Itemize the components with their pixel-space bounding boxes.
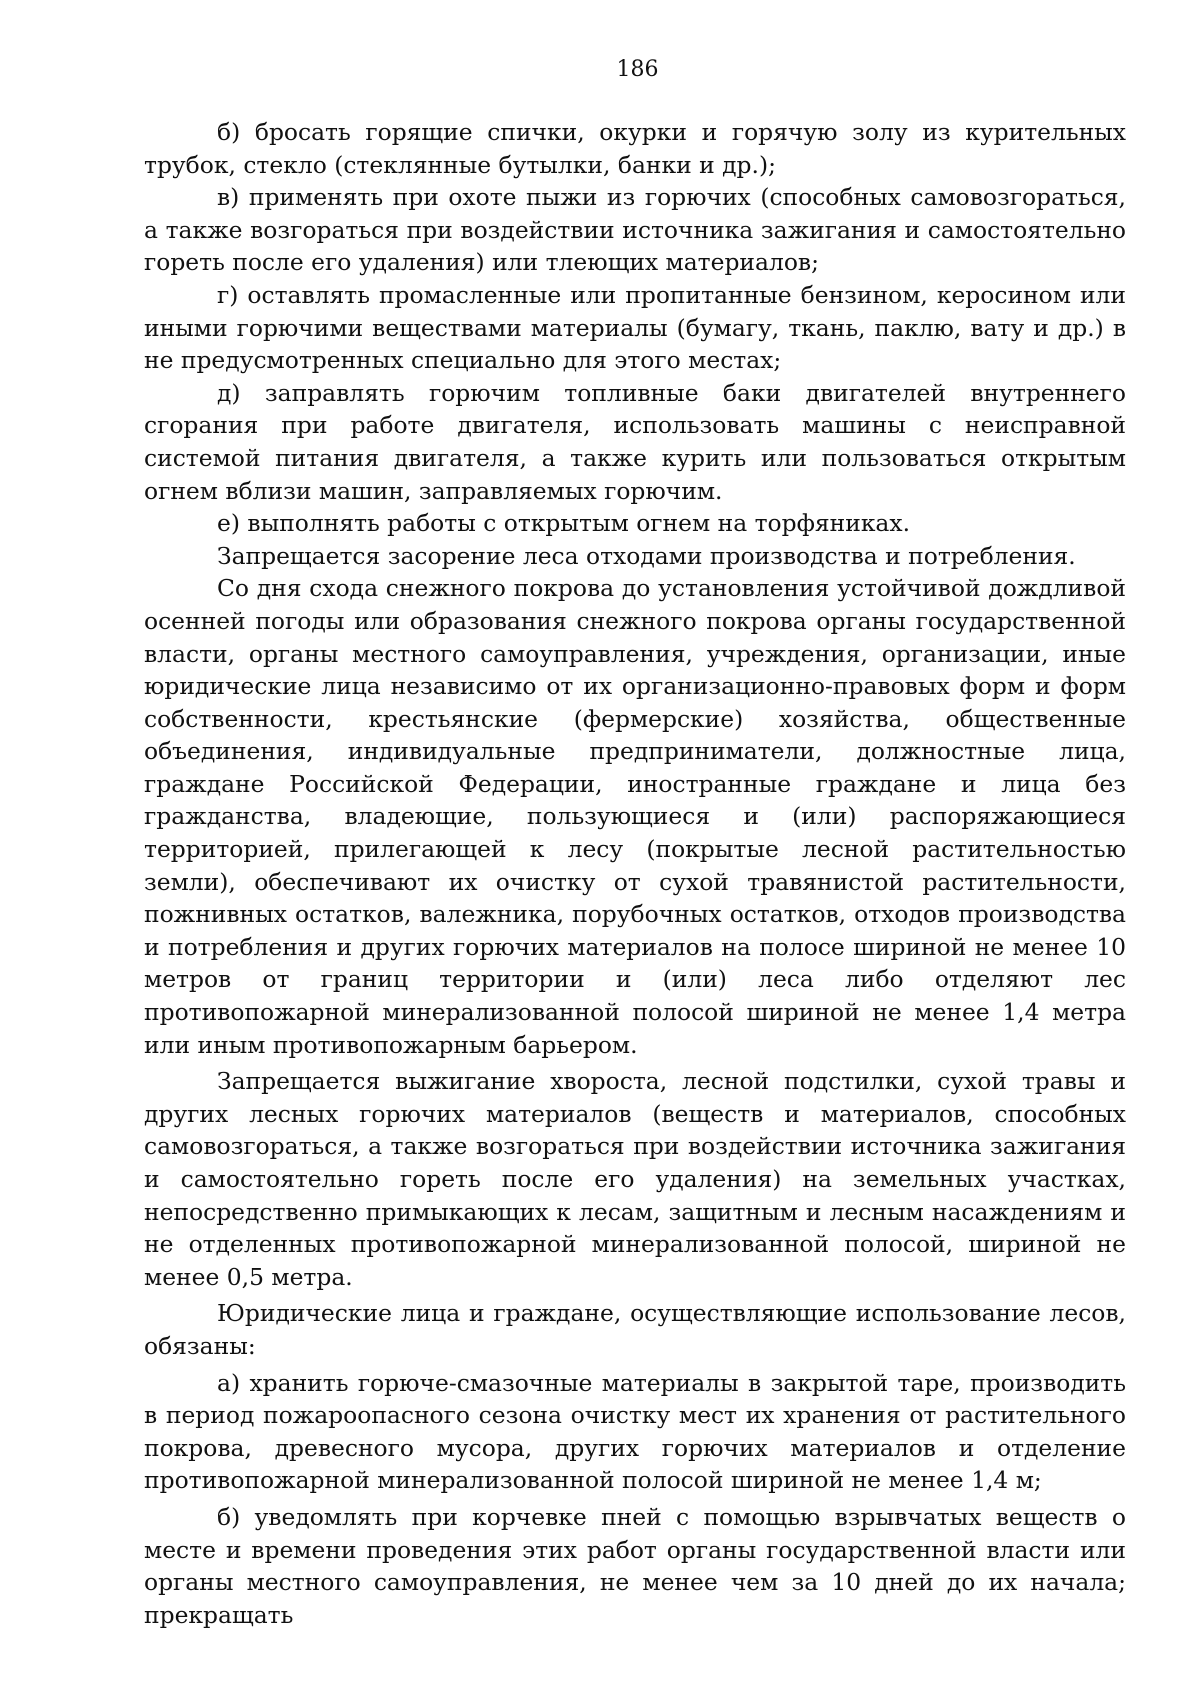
paragraph-prohibition-b: б) бросать горящие спички, окурки и горячую золу из курительных трубок, стекло (стеклянные бутылки, банки и др.); xyxy=(144,118,1126,179)
paragraph-obligation-b: б) уведомлять при корчевке пней с помощью взрывчатых веществ о месте и времени проведения этих работ органы государственной власти или органы местного самоуправления, не менее чем за 10 дней до их начала; прекращать xyxy=(144,1502,1126,1629)
paragraph-littering-ban: Запрещается засорение леса отходами производства и потребления. xyxy=(217,541,1076,570)
body-text xyxy=(144,116,1126,1631)
paragraph-prohibition-g: г) оставлять промасленные или пропитанные бензином, керосином или иными горючими веществами материалы (бумагу, ткань, паклю, вату и др.) в не предусмотренных специально для этого местах; xyxy=(144,280,1126,375)
paragraph-obligation-a: а) хранить горюче-смазочные материалы в закрытой таре, производить в период пожароопасного сезона очистку мест их хранения от растительного покрова, древесного мусора, других горючих материалов и отделение противопожарной минерализованной полосой шириной не менее 1,4 м; xyxy=(144,1368,1126,1495)
paragraph-forest-users-obligations: Юридические лица и граждане, осуществляющие использование лесов, обязаны: xyxy=(144,1299,1126,1360)
paragraph-prohibition-e: е) выполнять работы с открытым огнем на торфяниках. xyxy=(217,509,911,538)
paragraph-burning-ban: Запрещается выжигание хвороста, лесной подстилки, сухой травы и других лесных горючих материалов (веществ и материалов, способных самовозгораться, а также возгораться при воздействии источника зажигания и самостоятельно гореть после его удаления) на земельных участках, непосредственно примыкающих к лесам, защитным и лесным насаждениям и не отделенных противопожарной минерализованной полосой, шириной не менее 0,5 метра. xyxy=(144,1067,1126,1291)
paragraph-prohibition-d: д) заправлять горючим топливные баки двигателей внутреннего сгорания при работе двигателя, использовать машины с неисправной системой питания двигателя, а также курить или пользоваться открытым огнем вблизи машин, заправляемых горючим. xyxy=(144,378,1126,505)
page-number: 186 xyxy=(616,57,659,82)
paragraph-clearing-obligation: Со дня схода снежного покрова до установления устойчивой дождливой осенней погоды или образования снежного покрова органы государственной власти, органы местного самоуправления, учреждения, организации, иные юридические лица независимо от их организационно-правовых форм и форм собственности, крестьянские (фермерские) хозяйства, общественные объединения, индивидуальные предприниматели, должностные лица, граждане Российской Федерации, иностранные граждане и лица без гражданства, владеющие, пользующиеся и (или) распоряжающиеся территорией, прилегающей к лесу (покрытые лесной растительностью земли), обеспечивают их очистку от сухой травянистой растительности, пожнивных остатков, валежника, порубочных остатков, отходов производства и потребления и других горючих материалов на полосе шириной не менее 10 метров от границ территории и (или) леса либо отделяют лес противопожарной минерализованной полосой шириной не менее 1,4 метра или иным противопожарным барьером. xyxy=(144,574,1126,1059)
paragraph-prohibition-v: в) применять при охоте пыжи из горючих (способных самовозгораться, а также возгораться при воздействии источника зажигания и самостоятельно гореть после его удаления) или тлеющих материалов; xyxy=(144,183,1126,277)
